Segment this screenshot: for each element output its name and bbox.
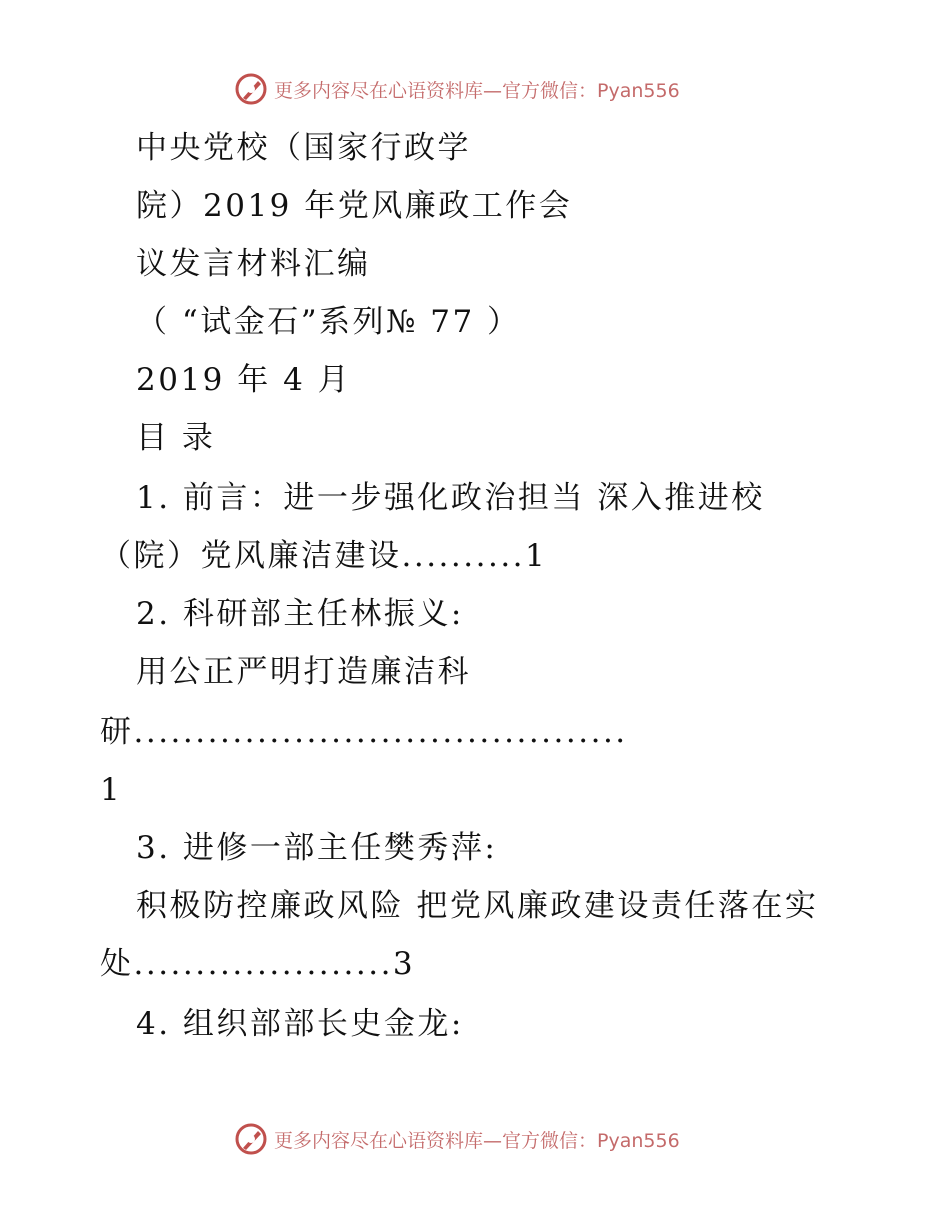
toc-item-3-cont: 处.....................3	[100, 946, 416, 982]
doc-title-line-1: 中央党校（国家行政学	[136, 130, 471, 166]
watermark-text: 更多内容尽在心语资料库—官方微信：Pyan556	[274, 1129, 680, 1152]
toc-item-2-page: 1	[100, 772, 123, 808]
pen-logo-icon	[234, 1122, 268, 1156]
toc-item-4: 4. 组织部部长史金龙:	[136, 1006, 464, 1042]
watermark-text: 更多内容尽在心语资料库—官方微信：Pyan556	[274, 79, 680, 102]
doc-title-line-3: 议发言材料汇编	[136, 246, 371, 282]
toc-item-2-title: 用公正严明打造廉洁科	[136, 654, 471, 690]
doc-title-line-2: 院）2019 年党风廉政工作会	[136, 188, 573, 224]
watermark-header	[234, 72, 714, 106]
toc-item-3-title: 积极防控廉政风险 把党风廉政建设责任落在实	[136, 888, 819, 924]
toc-item-2: 2. 科研部主任林振义:	[136, 596, 464, 632]
toc-item-2-cont: 研........................................	[100, 714, 628, 750]
watermark-footer	[234, 1122, 714, 1156]
toc-item-1: 1. 前言：进一步强化政治担当 深入推进校	[136, 480, 765, 516]
pen-logo-icon	[234, 72, 268, 106]
doc-date: 2019 年 4 月	[136, 362, 352, 398]
toc-item-1-cont: （院）党风廉洁建设..........1	[100, 538, 548, 574]
toc-heading: 目 录	[136, 420, 216, 456]
toc-item-3: 3. 进修一部主任樊秀萍:	[136, 830, 498, 866]
doc-series-label: （ “试金石”系列№ 77 ）	[136, 304, 521, 340]
